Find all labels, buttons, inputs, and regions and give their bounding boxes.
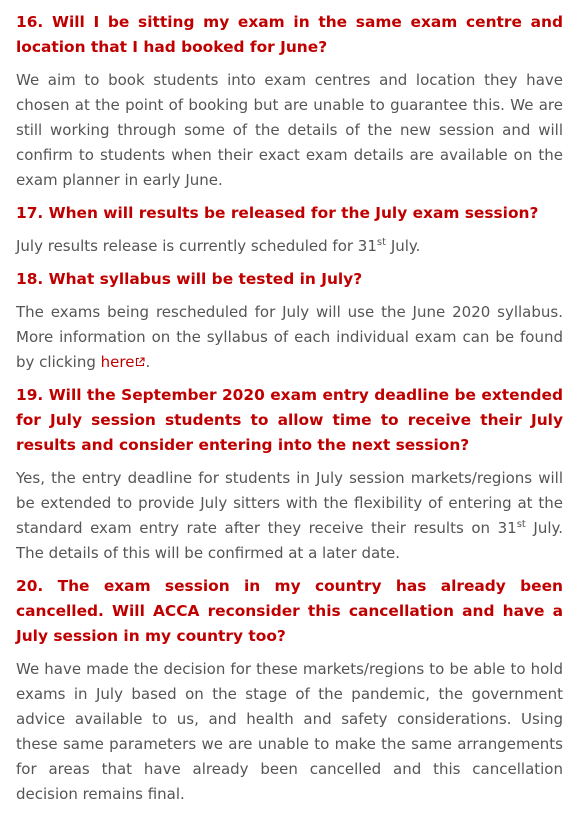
syllabus-link-label: here: [100, 353, 135, 371]
faq-answer-17: [16, 234, 563, 259]
answer-text: July.: [386, 237, 421, 255]
faq-question-18: 18. What syllabus will be tested in July?: [16, 270, 363, 288]
faq-question-20: 20. The exam session in my country has already been cancelled. Will ACCA reconsider this cancellation and have a July session in my country too?: [16, 577, 563, 645]
ordinal-suffix: st: [376, 237, 387, 248]
answer-text: July results release is currently scheduled for 31: [16, 237, 377, 255]
faq-answer-16: We aim to book students into exam centres and location they have chosen at the point of booking but are unable to guarantee this. We are still working through some of the details of the new session and will confirm to students when their exact exam details are available on the exam planner in early June.: [16, 71, 563, 189]
answer-text: .: [145, 353, 151, 371]
answer-text: The exams being rescheduled for July will use the June 2020 syllabus. More information on the syllabus of each individual exam can be found by clicking: [16, 303, 563, 371]
syllabus-link[interactable]: [101, 353, 146, 371]
faq-answer-19: [16, 466, 563, 566]
faq-question-17: 17. When will results be released for the July exam session?: [16, 204, 539, 222]
faq-question-16: 16. Will I be sitting my exam in the same exam centre and location that I had booked for June?: [16, 13, 563, 56]
answer-text: Yes, the entry deadline for students in July session markets/regions will be extended to provide July sitters with the flexibility of entering at the standard exam entry rate after they receive their results on 31: [16, 469, 563, 537]
faq-question-19: 19. Will the September 2020 exam entry deadline be extended for July session students to allow time to receive their July results and consider entering into the next session?: [16, 386, 563, 454]
ordinal-suffix: st: [516, 519, 526, 530]
faq-answer-18: [16, 300, 563, 375]
external-link-icon: [135, 357, 145, 367]
faq-answer-20: We have made the decision for these markets/regions to be able to hold exams in July based on the stage of the pandemic, the government advice available to us, and health and safety considerations. Using these same parameters we are unable to make the same arrangements for areas that have already been cancelled and this cancellation decision remains final.: [16, 660, 563, 803]
answer-text: July. The details of this will be confirmed at a later date.: [16, 519, 563, 562]
